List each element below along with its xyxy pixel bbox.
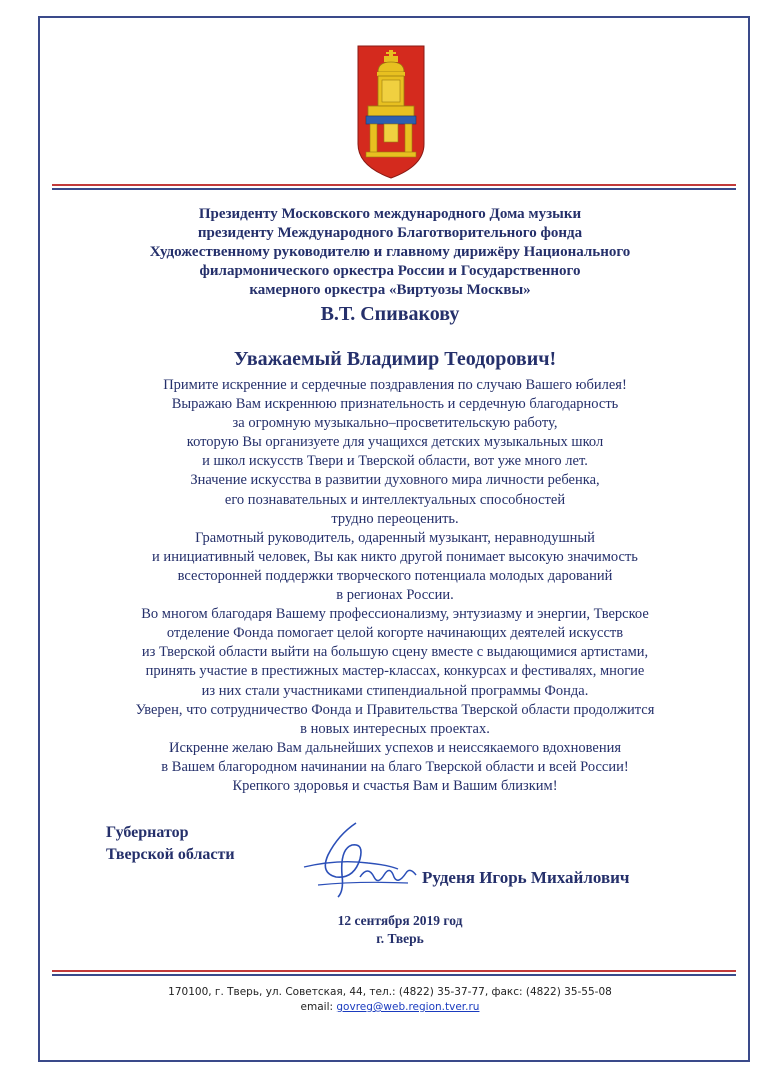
body-line: из Тверской области выйти на большую сцену вместе с выдающимися артистами, xyxy=(141,644,649,661)
footer-contacts xyxy=(60,985,720,1015)
body-line: Примите искренние и сердечные поздравления по случаю Вашего юбилея! xyxy=(163,377,627,393)
footer-email-row xyxy=(60,1000,720,1015)
greeting-heading: Уважаемый Владимир Теодорович! xyxy=(233,348,557,370)
recipient-block xyxy=(110,205,670,300)
body-line: за огромную музыкально–просветительскую работу, xyxy=(232,415,558,432)
signer-title xyxy=(106,822,235,866)
signer-title-line: Тверской области xyxy=(106,846,235,863)
body-line: его познавательных и интеллектуальных способностей xyxy=(224,491,566,508)
body-line: всесторонней поддержки творческого потенциала молодых дарований xyxy=(177,567,613,584)
footer-email-label: email: xyxy=(300,1001,334,1013)
body-line: Во многом благодаря Вашему профессионализму, энтузиазму и энергии, Тверское xyxy=(141,606,649,623)
recipient-line: президенту Международного Благотворительного фонда xyxy=(197,225,583,241)
handwritten-signature-icon xyxy=(298,815,428,900)
body-line: Значение искусства в развитии духовного мира личности ребенка, xyxy=(190,472,600,489)
body-line: Искренне желаю Вам дальнейших успехов и неиссякаемого вдохновения xyxy=(168,739,622,756)
body-line: отделение Фонда помогает целой когорте начинающих деятелей искусств xyxy=(166,625,624,642)
letter-place: г. Тверь xyxy=(376,931,424,946)
footer-email-link[interactable]: govreg@web.region.tver.ru xyxy=(336,1001,480,1013)
body-line: Грамотный руководитель, одаренный музыкант, неравнодушный xyxy=(195,529,595,546)
date-place xyxy=(310,912,490,948)
body-line: из них стали участниками стипендиальной программы Фонда. xyxy=(201,682,589,699)
body-line: принять участие в престижных мастер-классах, конкурсах и фестивалях, многие xyxy=(145,663,645,680)
recipient-line: Художественному руководителю и главному дирижёру Национального xyxy=(149,244,631,260)
frame-bottom-border xyxy=(38,1060,750,1062)
body-line: и школ искусств Твери и Тверской области, вот уже много лет. xyxy=(202,453,588,470)
recipient-line: камерного оркестра «Виртуозы Москвы» xyxy=(249,282,531,298)
signer-title-line: Губернатор xyxy=(106,824,189,841)
body-line: Уверен, что сотрудничество Фонда и Правительства Тверской области продолжится xyxy=(135,701,655,718)
body-line: в регионах России. xyxy=(336,587,454,604)
body-line: трудно переоценить. xyxy=(331,510,459,527)
body-line: Выражаю Вам искреннюю признательность и сердечную благодарность xyxy=(171,396,619,413)
recipient-name: В.Т. Спивакову xyxy=(320,303,460,325)
body-line: и инициативный человек, Вы как никто другой понимает высокую значимость xyxy=(152,548,638,565)
recipient-line: филармонического оркестра России и Государственного xyxy=(199,263,581,279)
bottom-divider xyxy=(52,970,736,976)
footer-address: 170100, г. Тверь, ул. Советская, 44, тел.: (4822) 35-37-77, факс: (4822) 35-55-08 xyxy=(168,986,612,998)
signer-name: Руденя Игорь Михайлович xyxy=(422,868,630,887)
tver-coat-of-arms-icon xyxy=(356,44,426,180)
top-divider xyxy=(52,184,736,190)
recipient-line: Президенту Московского международного Дома музыки xyxy=(198,206,582,222)
body-line: Крепкого здоровья и счастья Вам и Вашим близким! xyxy=(232,777,558,794)
letter-body xyxy=(70,376,720,796)
body-line: в Вашем благородном начинании на благо Тверской области и всей России! xyxy=(161,758,629,775)
letter-date: 12 сентября 2019 год xyxy=(337,913,463,928)
body-line: в новых интересных проектах. xyxy=(300,720,490,737)
body-line: которую Вы организуете для учащихся детских музыкальных школ xyxy=(186,434,604,451)
